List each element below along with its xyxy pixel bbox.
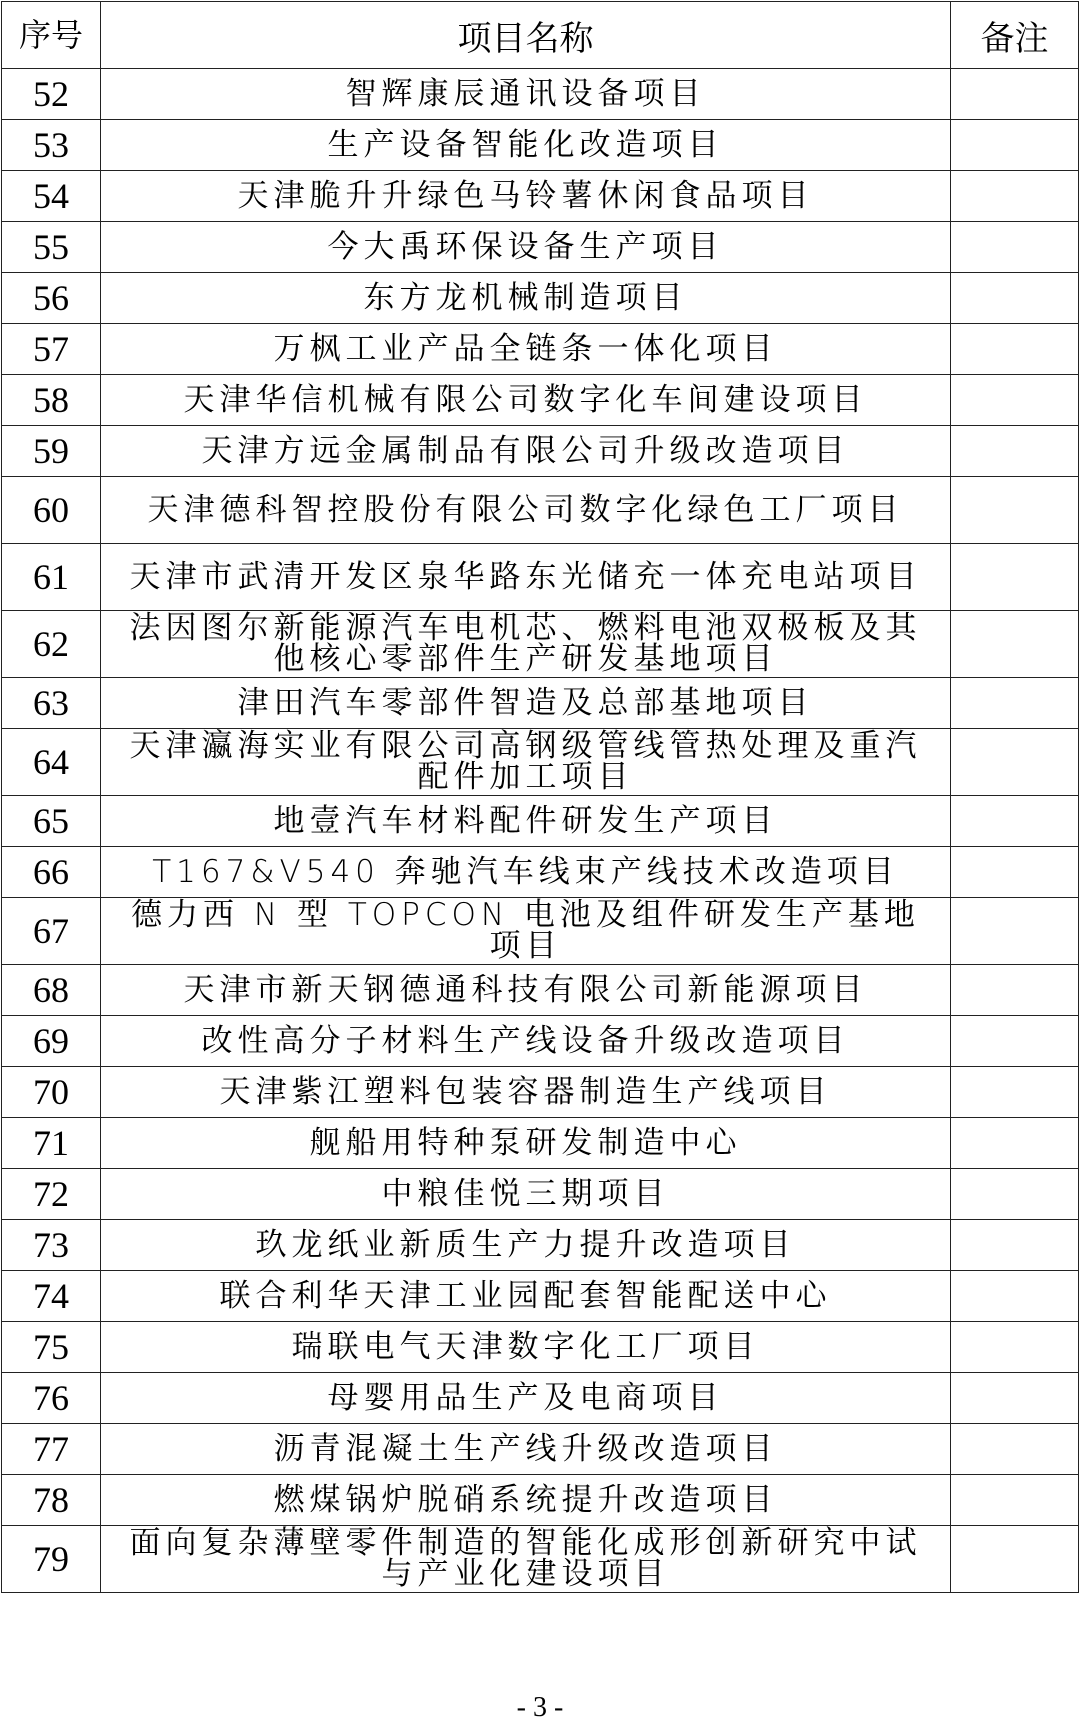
row-note [951, 544, 1079, 611]
table-row [2, 796, 1079, 847]
project-name: 舰船用特种泵研发制造中心 [101, 1118, 951, 1169]
row-note [951, 729, 1079, 796]
table-row [2, 611, 1079, 678]
row-number: 65 [2, 796, 101, 847]
project-name: 生产设备智能化改造项目 [101, 120, 951, 171]
row-number: 69 [2, 1016, 101, 1067]
project-name: 智辉康辰通讯设备项目 [101, 69, 951, 120]
table-row [2, 1373, 1079, 1424]
table-row [2, 171, 1079, 222]
table-header-row [2, 2, 1079, 69]
row-number: 78 [2, 1475, 101, 1526]
row-number: 60 [2, 477, 101, 544]
project-name: 燃煤锅炉脱硝系统提升改造项目 [101, 1475, 951, 1526]
table-row [2, 1322, 1079, 1373]
row-number: 62 [2, 611, 101, 678]
project-name: 面向复杂薄壁零件制造的智能化成形创新研究中试与产业化建设项目 [101, 1526, 951, 1593]
table-row [2, 477, 1079, 544]
project-name: 天津方远金属制品有限公司升级改造项目 [101, 426, 951, 477]
project-name: T167&V540 奔驰汽车线束产线技术改造项目 [101, 847, 951, 898]
project-name: 法因图尔新能源汽车电机芯、燃料电池双极板及其他核心零部件生产研发基地项目 [101, 611, 951, 678]
row-note [951, 273, 1079, 324]
project-name: 德力西 N 型 TOPCON 电池及组件研发生产基地项目 [101, 898, 951, 965]
row-number: 61 [2, 544, 101, 611]
row-note [951, 1373, 1079, 1424]
row-number: 53 [2, 120, 101, 171]
row-note [951, 426, 1079, 477]
table-row [2, 222, 1079, 273]
row-number: 66 [2, 847, 101, 898]
row-number: 55 [2, 222, 101, 273]
project-name: 母婴用品生产及电商项目 [101, 1373, 951, 1424]
table-row [2, 678, 1079, 729]
table-row [2, 69, 1079, 120]
project-name: 联合利华天津工业园配套智能配送中心 [101, 1271, 951, 1322]
row-number: 63 [2, 678, 101, 729]
table-row [2, 847, 1079, 898]
table-row [2, 898, 1079, 965]
row-number: 58 [2, 375, 101, 426]
table-row [2, 1118, 1079, 1169]
project-name: 沥青混凝土生产线升级改造项目 [101, 1424, 951, 1475]
row-number: 74 [2, 1271, 101, 1322]
project-name: 津田汽车零部件智造及总部基地项目 [101, 678, 951, 729]
row-note [951, 1526, 1079, 1593]
row-note [951, 1424, 1079, 1475]
table-row [2, 273, 1079, 324]
project-name: 天津华信机械有限公司数字化车间建设项目 [101, 375, 951, 426]
row-number: 54 [2, 171, 101, 222]
table-row [2, 1271, 1079, 1322]
project-table [1, 1, 1079, 1593]
project-name: 改性高分子材料生产线设备升级改造项目 [101, 1016, 951, 1067]
project-name: 玖龙纸业新质生产力提升改造项目 [101, 1220, 951, 1271]
row-note [951, 1118, 1079, 1169]
row-number: 73 [2, 1220, 101, 1271]
header-name: 项目名称 [101, 2, 951, 69]
project-name: 万枫工业产品全链条一体化项目 [101, 324, 951, 375]
row-note [951, 375, 1079, 426]
project-name: 天津德科智控股份有限公司数字化绿色工厂项目 [101, 477, 951, 544]
project-name: 天津市新天钢德通科技有限公司新能源项目 [101, 965, 951, 1016]
row-number: 64 [2, 729, 101, 796]
row-number: 56 [2, 273, 101, 324]
row-note [951, 324, 1079, 375]
row-number: 72 [2, 1169, 101, 1220]
table-row [2, 1169, 1079, 1220]
table-row [2, 544, 1079, 611]
project-name: 天津瀛海实业有限公司高钢级管线管热处理及重汽配件加工项目 [101, 729, 951, 796]
row-number: 52 [2, 69, 101, 120]
table-row [2, 120, 1079, 171]
table-row [2, 729, 1079, 796]
table-row [2, 1475, 1079, 1526]
row-note [951, 1016, 1079, 1067]
project-name: 天津脆升升绿色马铃薯休闲食品项目 [101, 171, 951, 222]
table-row [2, 324, 1079, 375]
table-row [2, 426, 1079, 477]
row-note [951, 611, 1079, 678]
row-number: 79 [2, 1526, 101, 1593]
project-name: 天津市武清开发区泉华路东光储充一体充电站项目 [101, 544, 951, 611]
row-note [951, 1475, 1079, 1526]
row-number: 75 [2, 1322, 101, 1373]
row-note [951, 1271, 1079, 1322]
project-name: 今大禹环保设备生产项目 [101, 222, 951, 273]
table-row [2, 1220, 1079, 1271]
row-number: 71 [2, 1118, 101, 1169]
header-seq: 序号 [2, 2, 101, 69]
project-name: 天津紫江塑料包装容器制造生产线项目 [101, 1067, 951, 1118]
row-note [951, 898, 1079, 965]
row-note [951, 1220, 1079, 1271]
row-note [951, 847, 1079, 898]
row-number: 59 [2, 426, 101, 477]
header-note: 备注 [951, 2, 1079, 69]
row-note [951, 1169, 1079, 1220]
project-name: 瑞联电气天津数字化工厂项目 [101, 1322, 951, 1373]
table-row [2, 1016, 1079, 1067]
row-number: 70 [2, 1067, 101, 1118]
row-note [951, 678, 1079, 729]
project-name: 地壹汽车材料配件研发生产项目 [101, 796, 951, 847]
table-row [2, 375, 1079, 426]
page-number: - 3 - [516, 1692, 564, 1723]
row-note [951, 69, 1079, 120]
row-note [951, 222, 1079, 273]
row-number: 67 [2, 898, 101, 965]
row-note [951, 965, 1079, 1016]
table-row [2, 1424, 1079, 1475]
row-note [951, 1067, 1079, 1118]
row-note [951, 1322, 1079, 1373]
row-note [951, 171, 1079, 222]
row-note [951, 477, 1079, 544]
row-number: 57 [2, 324, 101, 375]
row-number: 68 [2, 965, 101, 1016]
project-name: 东方龙机械制造项目 [101, 273, 951, 324]
project-name: 中粮佳悦三期项目 [101, 1169, 951, 1220]
row-number: 76 [2, 1373, 101, 1424]
table-row [2, 1526, 1079, 1593]
row-note [951, 120, 1079, 171]
row-note [951, 796, 1079, 847]
row-number: 77 [2, 1424, 101, 1475]
table-row [2, 1067, 1079, 1118]
table-row [2, 965, 1079, 1016]
